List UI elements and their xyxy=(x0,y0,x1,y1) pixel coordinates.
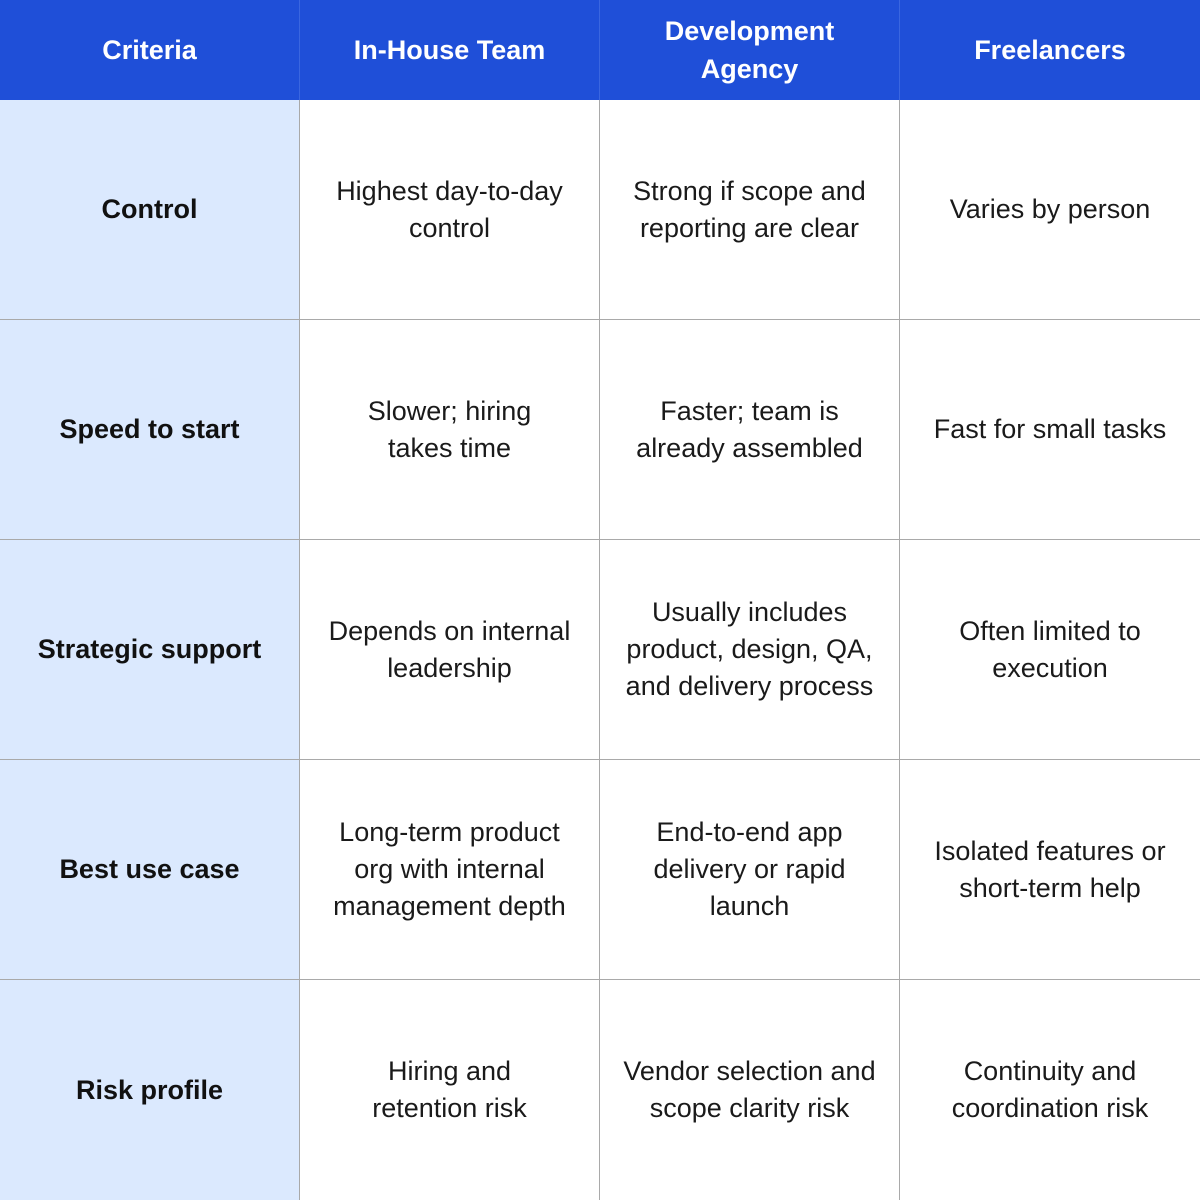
cell-line: coordination risk xyxy=(951,1093,1149,1123)
criteria-label: Best use case xyxy=(59,854,240,884)
cell-speed-freelancers xyxy=(900,320,1200,540)
cell-line: org with internal xyxy=(354,854,545,884)
cell-line: reporting are clear xyxy=(639,212,860,243)
cell-risk-agency xyxy=(600,980,900,1200)
row-criteria-control xyxy=(0,100,300,320)
cell-line: Long-term product xyxy=(339,817,560,847)
cell-line: Continuity and xyxy=(963,1056,1137,1086)
cell-line: takes time xyxy=(387,432,512,463)
row-criteria-speed-to-start xyxy=(0,320,300,540)
cell-speed-in-house xyxy=(300,320,600,540)
criteria-label: Control xyxy=(101,194,198,224)
cell-line: Slower; hiring xyxy=(367,395,532,426)
cell-line: launch xyxy=(709,891,790,921)
cell-line: End-to-end app xyxy=(656,817,843,847)
criteria-label: Strategic support xyxy=(37,634,262,664)
cell-line: retention risk xyxy=(372,1093,527,1123)
row-criteria-best-use-case xyxy=(0,760,300,980)
cell-strategic-in-house xyxy=(300,540,600,760)
cell-risk-in-house xyxy=(300,980,600,1200)
cell-line: Fast for small tasks xyxy=(933,414,1167,444)
header-freelancers-label: Freelancers xyxy=(974,35,1126,65)
cell-line: delivery or rapid xyxy=(653,854,846,884)
cell-line: already assembled xyxy=(636,432,863,463)
cell-line: Faster; team is xyxy=(660,395,839,426)
cell-line: Strong if scope and xyxy=(633,175,866,206)
header-development-agency xyxy=(600,0,900,100)
cell-use-case-freelancers xyxy=(900,760,1200,980)
cell-strategic-freelancers xyxy=(900,540,1200,760)
cell-speed-agency xyxy=(600,320,900,540)
cell-line: management depth xyxy=(333,891,566,921)
cell-use-case-agency xyxy=(600,760,900,980)
cell-line: and delivery process xyxy=(625,671,874,701)
cell-control-agency xyxy=(600,100,900,320)
criteria-label: Risk profile xyxy=(75,1074,224,1105)
cell-control-in-house xyxy=(300,100,600,320)
header-criteria-label: Criteria xyxy=(102,35,197,65)
cell-line: Highest day-to-day xyxy=(336,175,563,206)
cell-line: short-term help xyxy=(959,872,1141,903)
cell-use-case-in-house xyxy=(300,760,600,980)
cell-line: leadership xyxy=(387,652,512,683)
row-criteria-risk-profile xyxy=(0,980,300,1200)
cell-line: Depends on internal xyxy=(328,615,571,646)
header-agency-line-1: Development xyxy=(664,16,835,46)
header-agency-line-2: Agency xyxy=(700,54,799,84)
cell-line: scope clarity risk xyxy=(649,1093,850,1123)
cell-strategic-agency xyxy=(600,540,900,760)
cell-line: Vendor selection and xyxy=(623,1056,876,1086)
cell-control-freelancers xyxy=(900,100,1200,320)
header-in-house-team-label: In-House Team xyxy=(353,35,546,65)
cell-risk-freelancers xyxy=(900,980,1200,1200)
cell-line: Hiring and xyxy=(387,1056,512,1086)
criteria-label: Speed to start xyxy=(59,414,240,444)
cell-line: control xyxy=(408,212,491,243)
cell-line: Varies by person xyxy=(949,194,1151,224)
cell-line: product, design, QA, xyxy=(626,634,873,664)
cell-line: execution xyxy=(992,652,1108,683)
cell-line: Usually includes xyxy=(651,597,848,627)
header-in-house-team xyxy=(300,0,600,100)
row-criteria-strategic-support xyxy=(0,540,300,760)
cell-line: Often limited to xyxy=(959,615,1141,646)
cell-line: Isolated features or xyxy=(934,835,1166,866)
header-criteria xyxy=(0,0,300,100)
header-freelancers xyxy=(900,0,1200,100)
